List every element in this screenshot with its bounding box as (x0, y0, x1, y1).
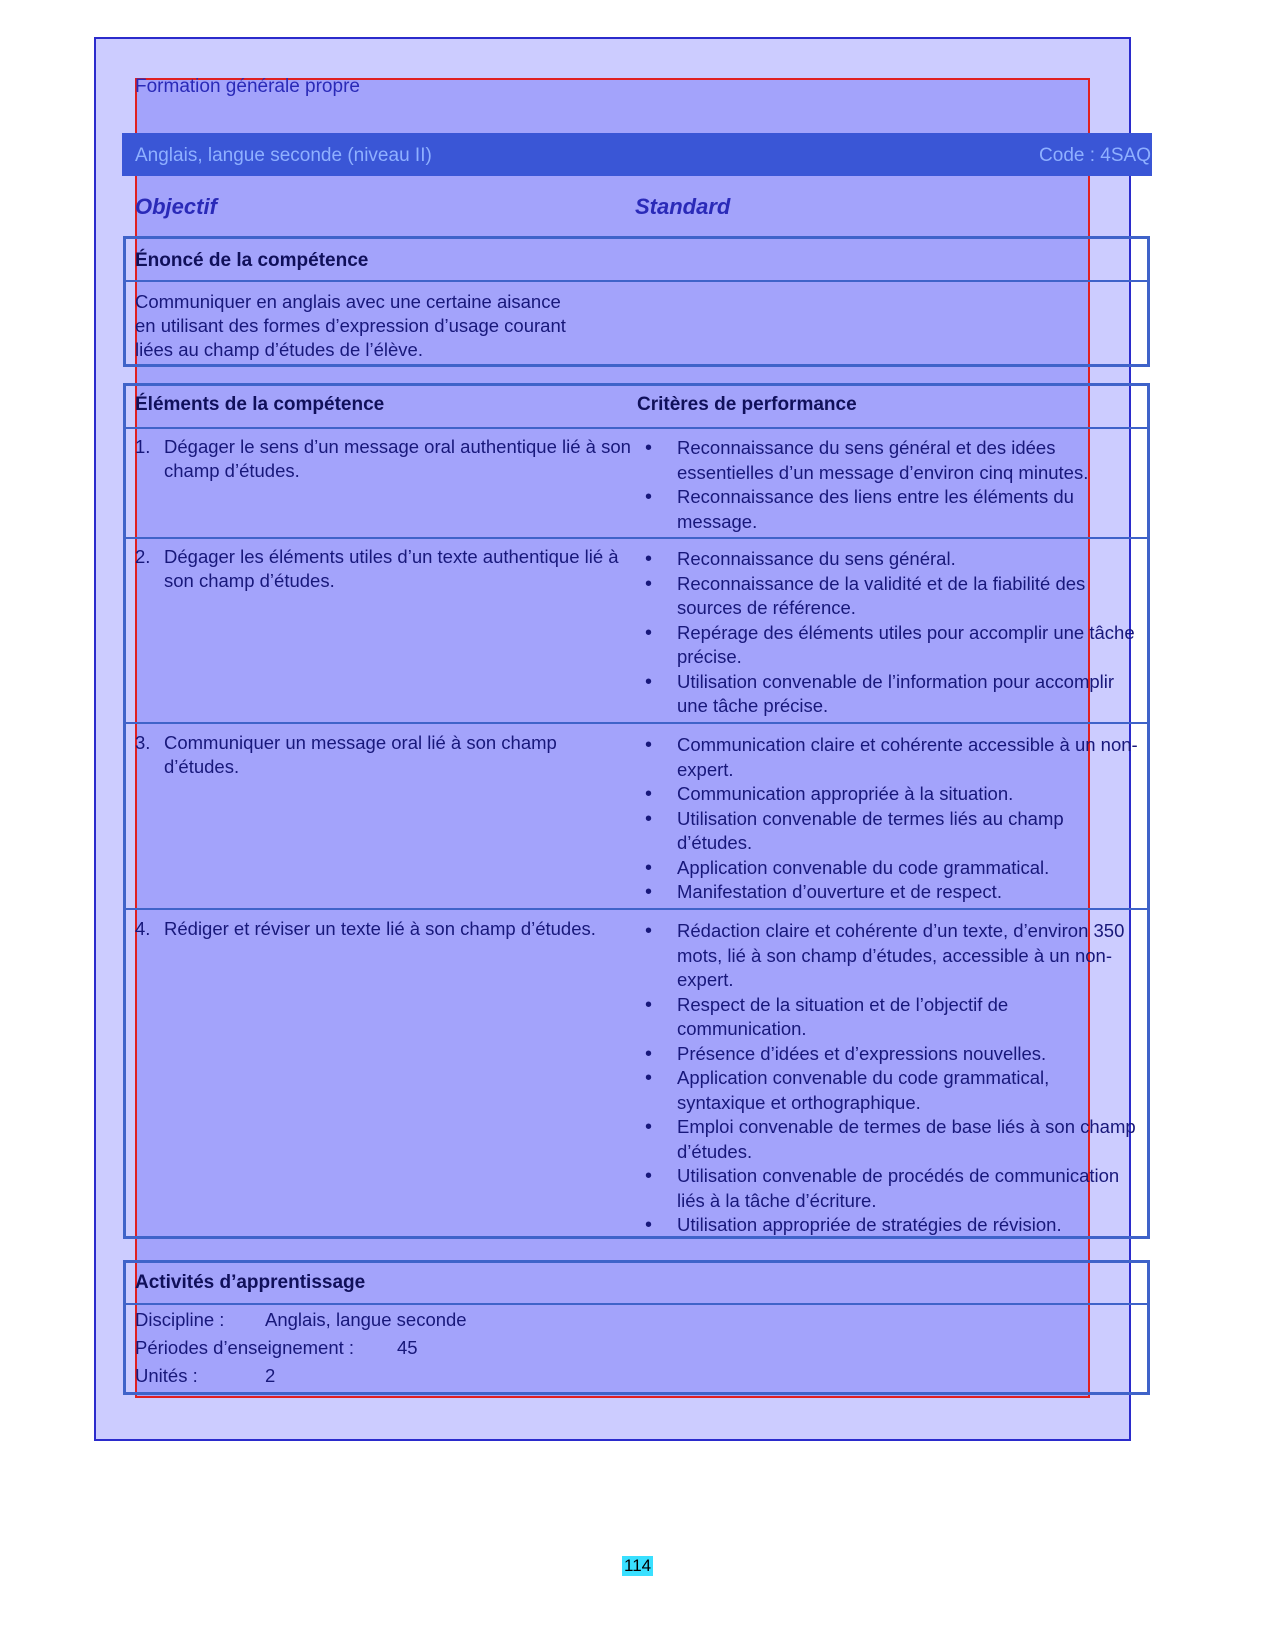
discipline-label: Discipline : (135, 1309, 225, 1330)
statement-text (135, 290, 566, 362)
criterion-item: • Présence d’idées et d’expressions nouvelles. (645, 1042, 1140, 1067)
criteria-list (645, 436, 1140, 534)
criterion-item: • Rédaction claire et cohérente d’un texte, d’environ 350 mots, lié à son champ d’études, accessible à un non-expert. (645, 919, 1140, 993)
criteria-list (645, 919, 1140, 1238)
activities-title: Activités d’apprentissage (135, 1272, 366, 1293)
criterion-item: • Utilisation convenable de termes liés au champ d’études. (645, 807, 1140, 856)
discipline-value: Anglais, langue seconde (265, 1309, 467, 1330)
element-number: 1. (135, 436, 151, 457)
criterion-item: • Communication claire et cohérente accessible à un non-expert. (645, 733, 1140, 782)
statement-divider (123, 280, 1150, 282)
code-value: 4SAQ (1100, 145, 1151, 166)
statement-line: liées au champ d’études de l’élève. (135, 339, 423, 360)
element-number: 4. (135, 918, 151, 939)
objective-heading: Objectif (135, 194, 217, 219)
criterion-item: • Reconnaissance du sens général et des idées essentielles d’un message d’environ cinq minutes. (645, 436, 1140, 485)
periods-value: 45 (397, 1337, 418, 1358)
course-code (1039, 145, 1151, 167)
col-criteria-header: Critères de performance (637, 394, 857, 415)
row-divider (123, 537, 1150, 539)
row-divider (123, 908, 1150, 910)
periods-label: Périodes d’enseignement : (135, 1337, 355, 1358)
course-title: Anglais, langue seconde (niveau II) (135, 145, 432, 166)
units-value: 2 (265, 1365, 276, 1386)
criterion-item: • Reconnaissance de la validité et de la fiabilité des sources de référence. (645, 572, 1140, 621)
page-number: 114 (624, 1556, 652, 1575)
element-text: Dégager le sens d’un message oral authentique lié à son champ d’études. (164, 436, 631, 481)
element-text: Communiquer un message oral lié à son champ d’études. (164, 732, 557, 777)
criterion-item: • Utilisation convenable de l’information pour accomplir une tâche précise. (645, 670, 1140, 719)
element-text: Rédiger et réviser un texte lié à son champ d’études. (164, 918, 596, 939)
criterion-item: • Manifestation d’ouverture et de respect. (645, 880, 1140, 905)
statement-line: en utilisant des formes d’expression d’usage courant (135, 315, 566, 336)
element-number: 3. (135, 732, 151, 753)
criterion-item: • Application convenable du code grammatical, syntaxique et orthographique. (645, 1066, 1140, 1115)
criterion-item: • Application convenable du code grammatical. (645, 856, 1140, 881)
col-elements-header: Éléments de la compétence (135, 394, 385, 415)
criterion-item: • Communication appropriée à la situation. (645, 782, 1140, 807)
program-title: Formation générale propre (135, 76, 360, 97)
row-divider (123, 722, 1150, 724)
element-text: Dégager les éléments utiles d’un texte authentique lié à son champ d’études. (164, 546, 619, 591)
criteria-list (645, 547, 1140, 719)
statement-title: Énoncé de la compétence (135, 250, 369, 271)
criterion-item: • Repérage des éléments utiles pour accomplir une tâche précise. (645, 621, 1140, 670)
criterion-item: • Utilisation convenable de procédés de communication liés à la tâche d’écriture. (645, 1164, 1140, 1213)
element-number: 2. (135, 546, 151, 567)
criterion-item: • Emploi convenable de termes de base liés à son champ d’études. (645, 1115, 1140, 1164)
criterion-item: • Reconnaissance des liens entre les éléments du message. (645, 485, 1140, 534)
standard-heading: Standard (635, 194, 731, 219)
criteria-list (645, 733, 1140, 905)
code-label: Code : (1039, 145, 1101, 166)
criterion-item: • Reconnaissance du sens général. (645, 547, 1140, 572)
criterion-item: • Utilisation appropriée de stratégies de révision. (645, 1213, 1140, 1238)
table-header-divider (123, 427, 1150, 429)
statement-line: Communiquer en anglais avec une certaine aisance (135, 291, 561, 312)
units-label: Unités : (135, 1365, 198, 1386)
criterion-item: • Respect de la situation et de l’objectif de communication. (645, 993, 1140, 1042)
activities-divider (123, 1303, 1150, 1305)
